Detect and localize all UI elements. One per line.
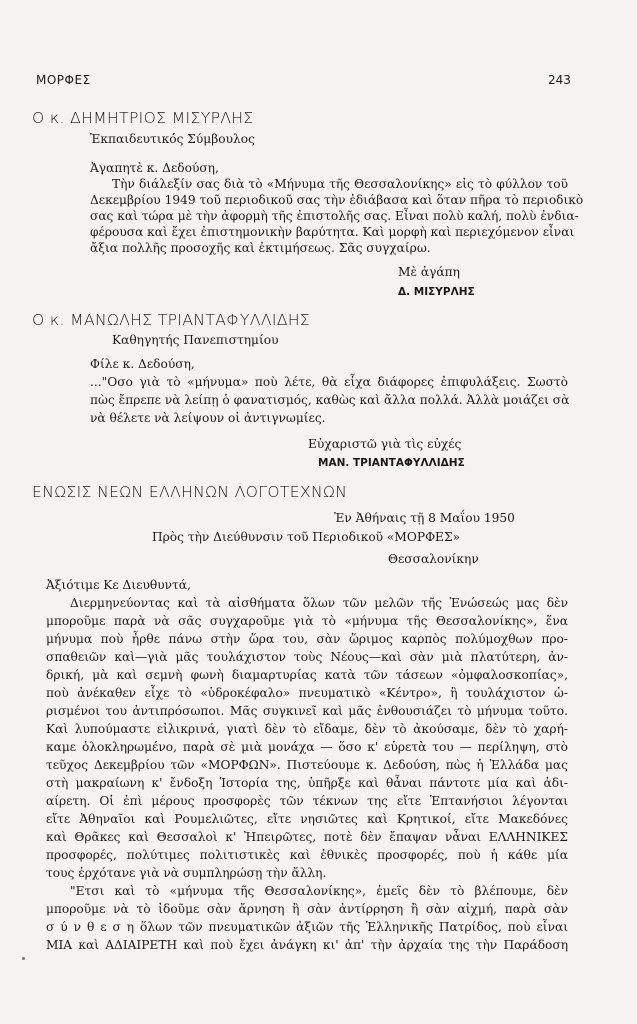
letter3-line: μήνυμα ποὺ ἦρθε πάνω στὴν ὥρα του, σὰν ὥριμος καρπὸς πολύμοχθων προ- bbox=[46, 632, 568, 646]
letter3-heading: ΕΝΩΣΙΣ ΝΕΩΝ ΕΛΛΗΝΩΝ ΛΟΓΟΤΕΧΝΩΝ bbox=[32, 483, 348, 501]
letter3-line: τους ἐρχότανε γιὰ νὰ συμπληρώσῃ τὴν ἄλλη. bbox=[46, 866, 327, 880]
letter1-line: Δεκεμβρίου 1949 τοῦ περιοδικοῦ σας τὴν ἐδιάβασα καὶ ὅταν πῆρα τὸ περιοδικὸ bbox=[90, 193, 584, 207]
letter2-line: ..."Οσο γιὰ τὸ «μήνυμα» ποὺ λέτε, θὰ εἶχα διάφορες ἐπιφυλάξεις. Σωστὸ bbox=[90, 375, 568, 389]
letter1-role: Ἐκπαιδευτικός Σύμβουλος bbox=[90, 132, 255, 146]
letter3-line: ΜΙΑ καὶ ΑΔΙΑΙΡΕΤΗ καὶ ποὺ ἔχει ἀνάγκη κι' ἀπ' τὴν ἀρχαία της τὴν Παράδοση bbox=[46, 938, 568, 952]
running-header-title: ΜΟΡΦΕΣ bbox=[36, 73, 91, 87]
letter3-line: στὴ μακραίωνη κ' ἔνδοξη Ἱστορία της, ὑπῆρξε καὶ θἆναι πάντοτε μία καὶ ἀδι- bbox=[46, 776, 568, 790]
scan-speck bbox=[22, 957, 25, 960]
letter3-addressee: Πρὸς τὴν Διεύθυνσιν τοῦ Περιοδικοῦ «ΜΟΡΦΕΣ» bbox=[152, 530, 461, 544]
letter2-heading: Ο κ. ΜΑΝΩΛΗΣ ΤΡΙΑΝΤΑΦΥΛΛΙΔΗΣ bbox=[32, 311, 311, 329]
letter1-heading: Ο κ. ΔΗΜΗΤΡΙΟΣ ΜΙΣΥΡΛΗΣ bbox=[32, 109, 254, 127]
letter3-date-line: Ἐν Ἀθήναις τῇ 8 Μαΐου 1950 bbox=[334, 511, 515, 525]
letter3-line: προσφορές, πολύτιμες πολιτιστικὲς καὶ ἐθνικὲς προσφορές, ποὺ ἡ κάθε μία bbox=[46, 848, 568, 862]
letter3-line: καμε ὁλοκληρωμένο, παρὰ σὲ μιὰ μονάχα — ὅσο κ' εὑρετὰ του — περίληψη, στὸ bbox=[46, 740, 568, 754]
letter3-line: ποὺ ἀνέκαθεν εἶχε τὸ «ὑδροκέφαλο» πνευματικὸ «Κέντρο», ἢ τουλάχιστον ὡ- bbox=[46, 686, 568, 700]
letter3-line: ρισμένοι του ἀντιπρόσωποι. Μᾶς συγκινεῖ καὶ μᾶς ἐνθουσιάζει τὸ μήνυμα τοῦτο. bbox=[46, 704, 568, 718]
letter2-salutation: Φίλε κ. Δεδούση, bbox=[90, 357, 195, 371]
letter2-role: Καθηγητής Πανεπιστημίου bbox=[112, 333, 279, 347]
letter1-line: φέρουσα καὶ ἔχει ἐπιστημονικὴν βαρύτητα. Καὶ μορφὴ καὶ περιεχόμενον εἶναι bbox=[90, 225, 575, 239]
letter1-salutation: Ἀγαπητὲ κ. Δεδούση, bbox=[90, 161, 219, 175]
letter3-salutation: Ἀξιότιμε Κε Διευθυντά, bbox=[46, 578, 191, 592]
letter2-closing: Εὐχαριστῶ γιὰ τὶς εὐχές bbox=[308, 437, 462, 451]
letter3-city: Θεσσαλονίκην bbox=[388, 552, 479, 566]
letter1-line: σας καὶ τώρα μὲ τὴν ἀφορμὴ τῆς ἐπιστολῆς σας. Εἶναι πολὺ καλή, πολὺ ἐνδια- bbox=[90, 209, 579, 223]
letter3-line: Καὶ λυπούμαστε εἰλικρινά, γιατὶ δὲν τὸ εἴδαμε, δὲν τὸ ἀκούσαμε, δὲν τὸ χαρή- bbox=[46, 722, 568, 736]
letter3-line: αίρετη. Οἱ ἐπὶ μέρους προσφορὲς τῶν τέκνων της εἴτε Ἑπτανήσιοι λέγονται bbox=[46, 794, 568, 808]
letter3-line: Διερμηνεύοντας καὶ τὰ αἰσθήματα ὅλων τῶν μελῶν τῆς Ἑνώσεώς μας δὲν bbox=[70, 596, 568, 610]
letter3-line: δρική, μὰ καὶ σεμνὴ φωνὴ διαμαρτυρίας κατὰ τῶν τάσεων «ὀμφαλοσκοπίας», bbox=[46, 668, 568, 682]
letter2-line: πὼς ἔπρεπε νὰ λείπῃ ὁ φανατισμός, καθὼς καὶ ἄλλα πολλά. Ἀλλὰ μοιάζει σὰ bbox=[90, 393, 570, 407]
letter1-signature: Δ. ΜΙΣΥΡΛΗΣ bbox=[398, 286, 475, 298]
letter2-signature: ΜΑΝ. ΤΡΙΑΝΤΑΦΥΛΛΙΔΗΣ bbox=[318, 457, 465, 469]
letter3-line: σ ύ ν θ ε σ η ὅλων τῶν πνευματικῶν ἀξιῶν τῆς Ἑλληνικῆς Πατρίδος, ποὺ εἶναι bbox=[46, 920, 568, 934]
letter3-line: σπαθειῶν καὶ—γιὰ μᾶς τουλάχιστον τοὺς Νέους—καὶ σὰν μιὰ πλατύτερη, ἀν- bbox=[46, 650, 568, 664]
letter3-line: μποροῦμε παρὰ νὰ σᾶς συγχαροῦμε γιὰ τὸ «μήνυμα τῆς Θεσσαλονίκης», ἕνα bbox=[46, 614, 568, 628]
letter3-line: μποροῦμε νὰ τὸ ἰδοῦμε σὰν ἄρνηση ἢ σὰν ἀντίρρηση ἢ σὰν αἰχμή, παρὰ σὰν bbox=[46, 902, 568, 916]
letter3-line: εἴτε Ἀθηναῖοι καὶ Ρουμελιῶτες, εἴτε νησιῶτες καὶ Κρητικοί, εἴτε Μακεδόνες bbox=[46, 812, 568, 826]
page-number: 243 bbox=[548, 73, 571, 87]
letter1-closing: Μὲ ἀγάπη bbox=[398, 265, 460, 279]
letter2-line: νὰ θέλετε νὰ λείψουν οἱ ἀντιγνωμίες. bbox=[90, 411, 326, 425]
letter3-line: "Ετσι καὶ τὸ «μήνυμα τῆς Θεσσαλονίκης», ἐμεῖς δὲν τὸ βλέπουμε, δὲν bbox=[70, 884, 568, 898]
letter1-line: ἄξια πολλῆς προσοχῆς καὶ ἐκτιμήσεως. Σᾶς συγχαίρω. bbox=[90, 241, 431, 255]
letter3-line: τεῦχος Δεκεμβρίου τῶν «ΜΟΡΦΩΝ». Πιστεύουμε κ. Δεδούση, πὼς ἡ Ἑλλάδα μας bbox=[46, 758, 568, 772]
letter1-line: Τὴν διάλεξίν σας διὰ τὸ «Μήνυμα τῆς Θεσσαλονίκης» εἰς τὸ φύλλον τοῦ bbox=[112, 177, 568, 191]
letter3-line: καὶ Θρᾶκες καὶ Θεσσαλοὶ κ' Ἠπειρῶτες, ποτὲ δὲν ἔπαψαν νἆναι ΕΛΛΗΝΙΚΕΣ bbox=[46, 830, 568, 844]
